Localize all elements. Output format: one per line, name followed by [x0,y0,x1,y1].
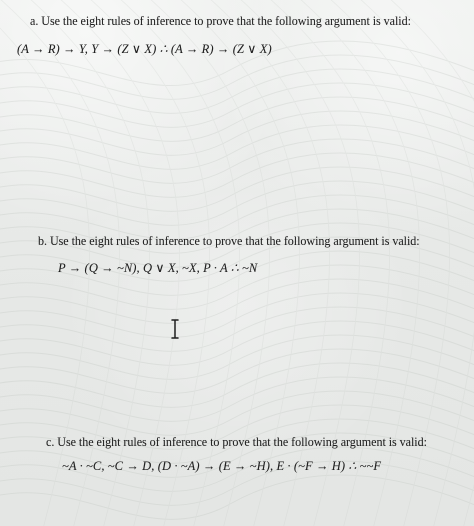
question-b-prompt [38,235,420,247]
question-c-formula: ~A · ~C, ~C → D, (D · ~A) → (E → ~H), E · (~F → H) ∴ ~~F [62,459,382,473]
question-a-prompt [30,15,411,27]
question-b-text: Use the eight rules of inference to prove that the following argument is valid: [49,234,420,248]
question-a-text: Use the eight rules of inference to prove that the following argument is valid: [41,14,411,28]
question-b-formula: P → (Q → ~N), Q ∨ X, ~X, P · A ∴ ~N [58,261,258,275]
question-a-label: a. [30,14,39,28]
question-c-text: Use the eight rules of inference to prove that the following argument is valid: [57,435,427,449]
text-cursor-icon [170,318,180,340]
question-c-label: c. [46,435,55,449]
question-b-label: b. [38,234,47,248]
question-a-formula: (A → R) → Y, Y → (Z ∨ X) ∴ (A → R) → (Z ∨ X) [17,42,272,56]
question-c-prompt [46,436,427,448]
